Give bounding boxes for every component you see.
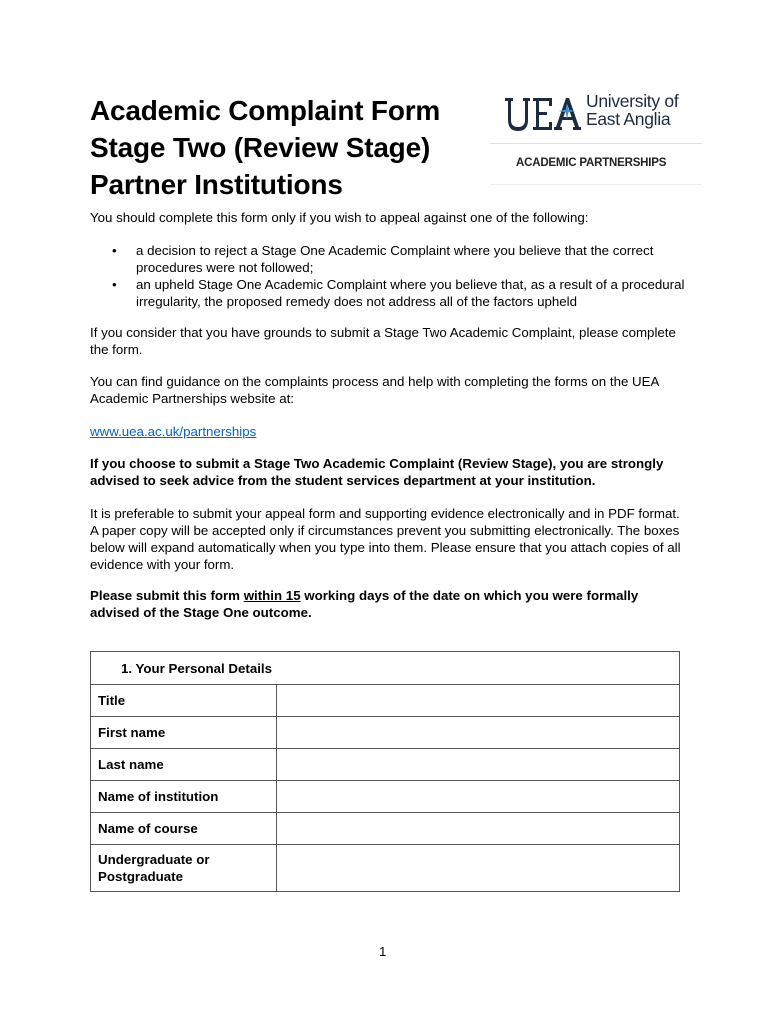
list-item bbox=[90, 276, 690, 310]
advice-paragraph: If you choose to submit a Stage Two Academic Complaint (Review Stage), you are strongly advised to seek advice from the student services department at your institution. bbox=[90, 456, 664, 488]
personal-details-table bbox=[90, 651, 680, 892]
section-heading: 1. Your Personal Details bbox=[91, 652, 680, 685]
logo-subtitle: ACADEMIC PARTNERSHIPS bbox=[516, 157, 667, 169]
uea-logo bbox=[488, 88, 703, 188]
deadline-text-after: working days of the date on which you were formally advised of the Stage One outcome. bbox=[90, 588, 639, 620]
title-line-3: Partner Institutions bbox=[90, 169, 343, 200]
title-field[interactable] bbox=[277, 685, 680, 717]
table-row bbox=[91, 717, 680, 749]
study-level-field[interactable] bbox=[277, 845, 680, 892]
course-field[interactable] bbox=[277, 813, 680, 845]
institution-field[interactable] bbox=[277, 781, 680, 813]
list-item-text: a decision to reject a Stage One Academic Complaint where you believe that the correct procedures were not followed; bbox=[136, 243, 654, 275]
bullet-marker: • bbox=[112, 277, 117, 292]
table-header-row bbox=[91, 652, 680, 685]
bullet-marker: • bbox=[112, 243, 117, 258]
logo-bottom-divider bbox=[490, 184, 702, 185]
field-label-study-level: Undergraduate or Postgraduate bbox=[91, 845, 277, 892]
list-item bbox=[90, 242, 690, 276]
title-line-1: Academic Complaint Form bbox=[90, 95, 441, 126]
guidance-paragraph: You can find guidance on the complaints process and help with completing the forms on the UEA Academic Partnerships website at: bbox=[90, 374, 659, 406]
appeal-grounds-list bbox=[90, 242, 690, 310]
page-number: 1 bbox=[379, 944, 387, 959]
first-name-field[interactable] bbox=[277, 717, 680, 749]
submission-preference-paragraph: It is preferable to submit your appeal form and supporting evidence electronically and in PDF format. A paper copy will be accepted only if circumstances prevent you submitting electronically. The boxes below will expand automatically when you type into them. Please ensure that you attach copies of all evidence with your form. bbox=[90, 506, 681, 572]
last-name-field[interactable] bbox=[277, 749, 680, 781]
deadline-emphasis: within 15 bbox=[243, 588, 301, 603]
field-label-last-name: Last name bbox=[91, 749, 277, 781]
document-title bbox=[90, 92, 480, 203]
uea-logo-mark bbox=[502, 94, 584, 136]
table-row bbox=[91, 781, 680, 813]
intro-paragraph: You should complete this form only if you wish to appeal against one of the following: bbox=[90, 210, 589, 225]
list-item-text: an upheld Stage One Academic Complaint where you believe that, as a result of a procedural irregularity, the proposed remedy does not address all of the factors upheld bbox=[136, 277, 685, 309]
field-label-title: Title bbox=[91, 685, 277, 717]
table-row bbox=[91, 845, 680, 892]
title-line-2: Stage Two (Review Stage) bbox=[90, 132, 431, 163]
logo-name-line-1: University of bbox=[586, 91, 679, 111]
table-row bbox=[91, 685, 680, 717]
grounds-paragraph: If you consider that you have grounds to submit a Stage Two Academic Complaint, please complete the form. bbox=[90, 325, 676, 357]
partnerships-link[interactable]: www.uea.ac.uk/partnerships bbox=[90, 424, 257, 439]
uea-logo-name bbox=[586, 92, 706, 128]
deadline-paragraph bbox=[90, 587, 690, 621]
deadline-text-before: Please submit this form bbox=[90, 588, 244, 603]
field-label-first-name: First name bbox=[91, 717, 277, 749]
table-row bbox=[91, 749, 680, 781]
field-label-institution: Name of institution bbox=[91, 781, 277, 813]
table-row bbox=[91, 813, 680, 845]
logo-divider bbox=[490, 143, 702, 144]
logo-name-line-2: East Anglia bbox=[586, 109, 671, 129]
field-label-course: Name of course bbox=[91, 813, 277, 845]
